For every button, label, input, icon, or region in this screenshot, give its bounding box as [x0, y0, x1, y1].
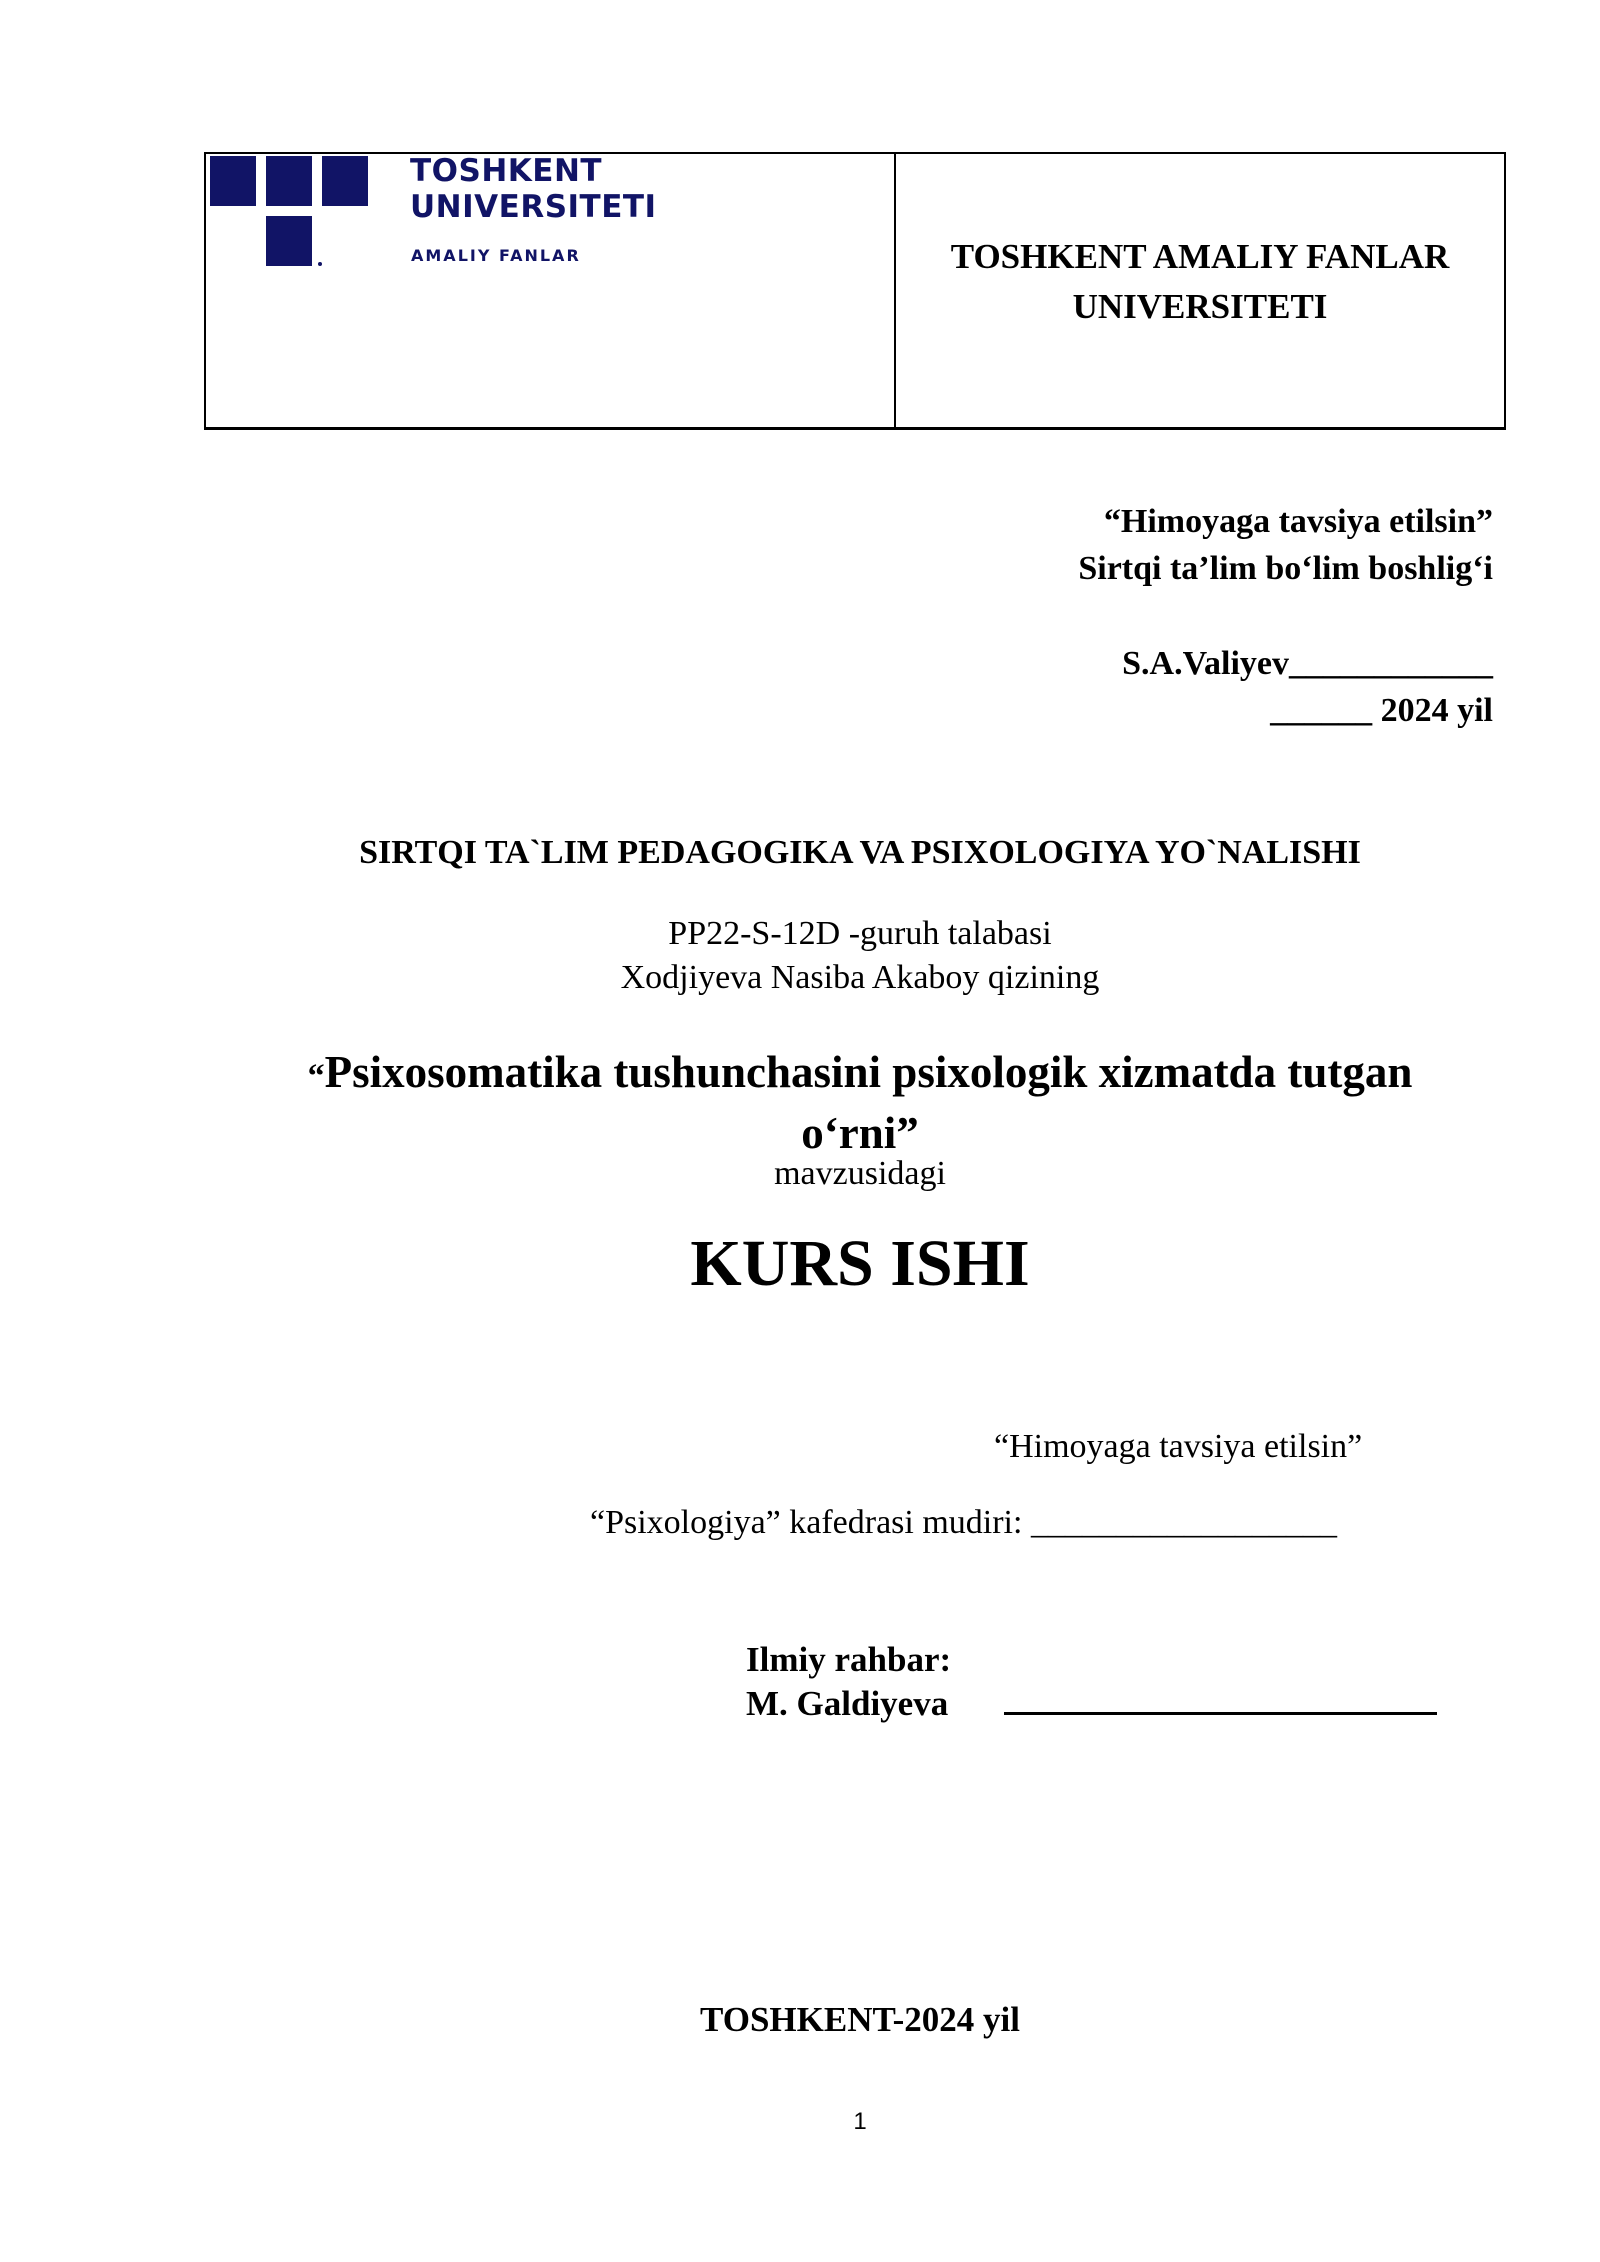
- supervisor-signature-line: [1004, 1712, 1437, 1715]
- university-title: [896, 232, 1504, 332]
- approval-date: ______ 2024 yil: [1270, 692, 1493, 729]
- university-name-cell: [896, 154, 1504, 427]
- study-direction: SIRTQI TA`LIM PEDAGOGIKA VA PSIXOLOGIYA YO`NALISHI: [359, 834, 1361, 871]
- city-year: TOSHKENT-2024 yil: [700, 2000, 1020, 2039]
- page-number: 1: [853, 2108, 867, 2135]
- approval-block: [1078, 498, 1493, 592]
- topic-title: [0, 1044, 1600, 1161]
- logo-text-line3: AMALIY FANLAR: [411, 246, 581, 265]
- topic-line1: Psixosomatika tushunchasini psixologik xizmatda tutgan: [324, 1047, 1413, 1097]
- supervisor-block: [746, 1638, 951, 1726]
- supervisor-name: M. Galdiyeva: [746, 1684, 949, 1723]
- university-title-line1: TOSHKENT AMALIY FANLAR: [950, 237, 1450, 276]
- approval-signatory: S.A.Valiyev____________: [1122, 645, 1493, 682]
- logo-text-line2: UNIVERSITETI: [410, 189, 657, 225]
- department-head: “Psixologiya” kafedrasi mudiri: __________________: [590, 1504, 1337, 1541]
- student-group: PP22-S-12D -guruh talabasi: [668, 915, 1052, 952]
- university-title-line2: UNIVERSITETI: [1072, 287, 1328, 326]
- student-name: Xodjiyeva Nasiba Akaboy qizining: [620, 959, 1100, 996]
- header-table: [204, 152, 1506, 430]
- topic-suffix: mavzusidagi: [774, 1155, 946, 1192]
- department-recommend: “Himoyaga tavsiya etilsin”: [994, 1428, 1363, 1465]
- logo-text-line1: TOSHKENT: [410, 153, 603, 189]
- approval-signature-block: [1122, 640, 1493, 734]
- student-info: [0, 912, 1600, 1000]
- work-type-title: KURS ISHI: [690, 1227, 1030, 1300]
- topic-open-quote: “: [307, 1058, 325, 1095]
- university-logo: [210, 156, 370, 268]
- logo-cell: [206, 154, 896, 427]
- topic-line2: o‘rni”: [801, 1108, 919, 1158]
- supervisor-label: Ilmiy rahbar:: [746, 1640, 952, 1679]
- approval-recommend: “Himoyaga tavsiya etilsin”: [1103, 503, 1493, 540]
- approval-position: Sirtqi ta’lim bo‘lim boshlig‘i: [1078, 550, 1493, 587]
